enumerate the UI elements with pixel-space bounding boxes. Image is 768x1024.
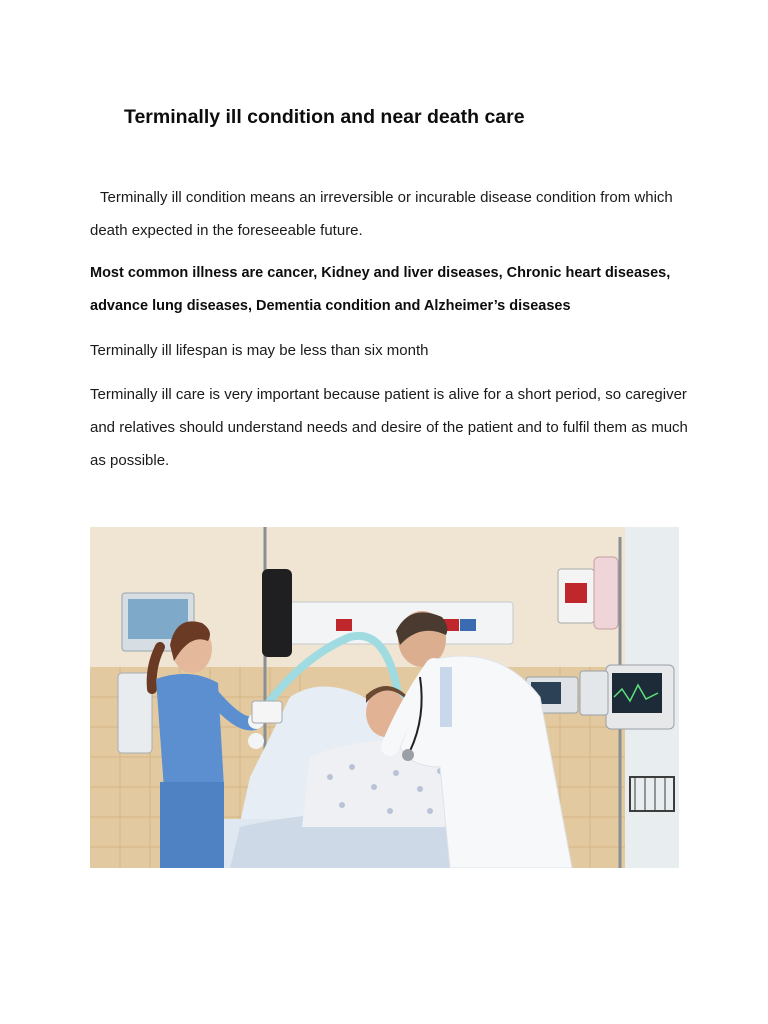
paragraph-care-importance: Terminally ill care is very important because patient is alive for a short period, so caregiver and relatives should understand needs and desire of the patient and to fulfil them as much as possible. [90,386,688,469]
paragraph-common-illnesses: Most common illness are cancer, Kidney and liver diseases, Chronic heart diseases, advance lung diseases, Dementia condition and Alzheimer’s diseases [90,265,671,314]
page-title: Terminally ill condition and near death care [124,106,525,128]
hospital-icu-photo [90,527,679,868]
iv-bag-black [262,569,292,657]
infusion-pump [252,701,282,723]
paragraph-lifespan: Terminally ill lifespan is may be less than six month [90,342,429,359]
iv-bag-red [594,557,618,629]
paragraph-definition [90,181,690,247]
paragraph-definition-text: Terminally ill condition means an irreversible or incurable disease condition from which death expected in the foreseeable future. [90,189,673,239]
